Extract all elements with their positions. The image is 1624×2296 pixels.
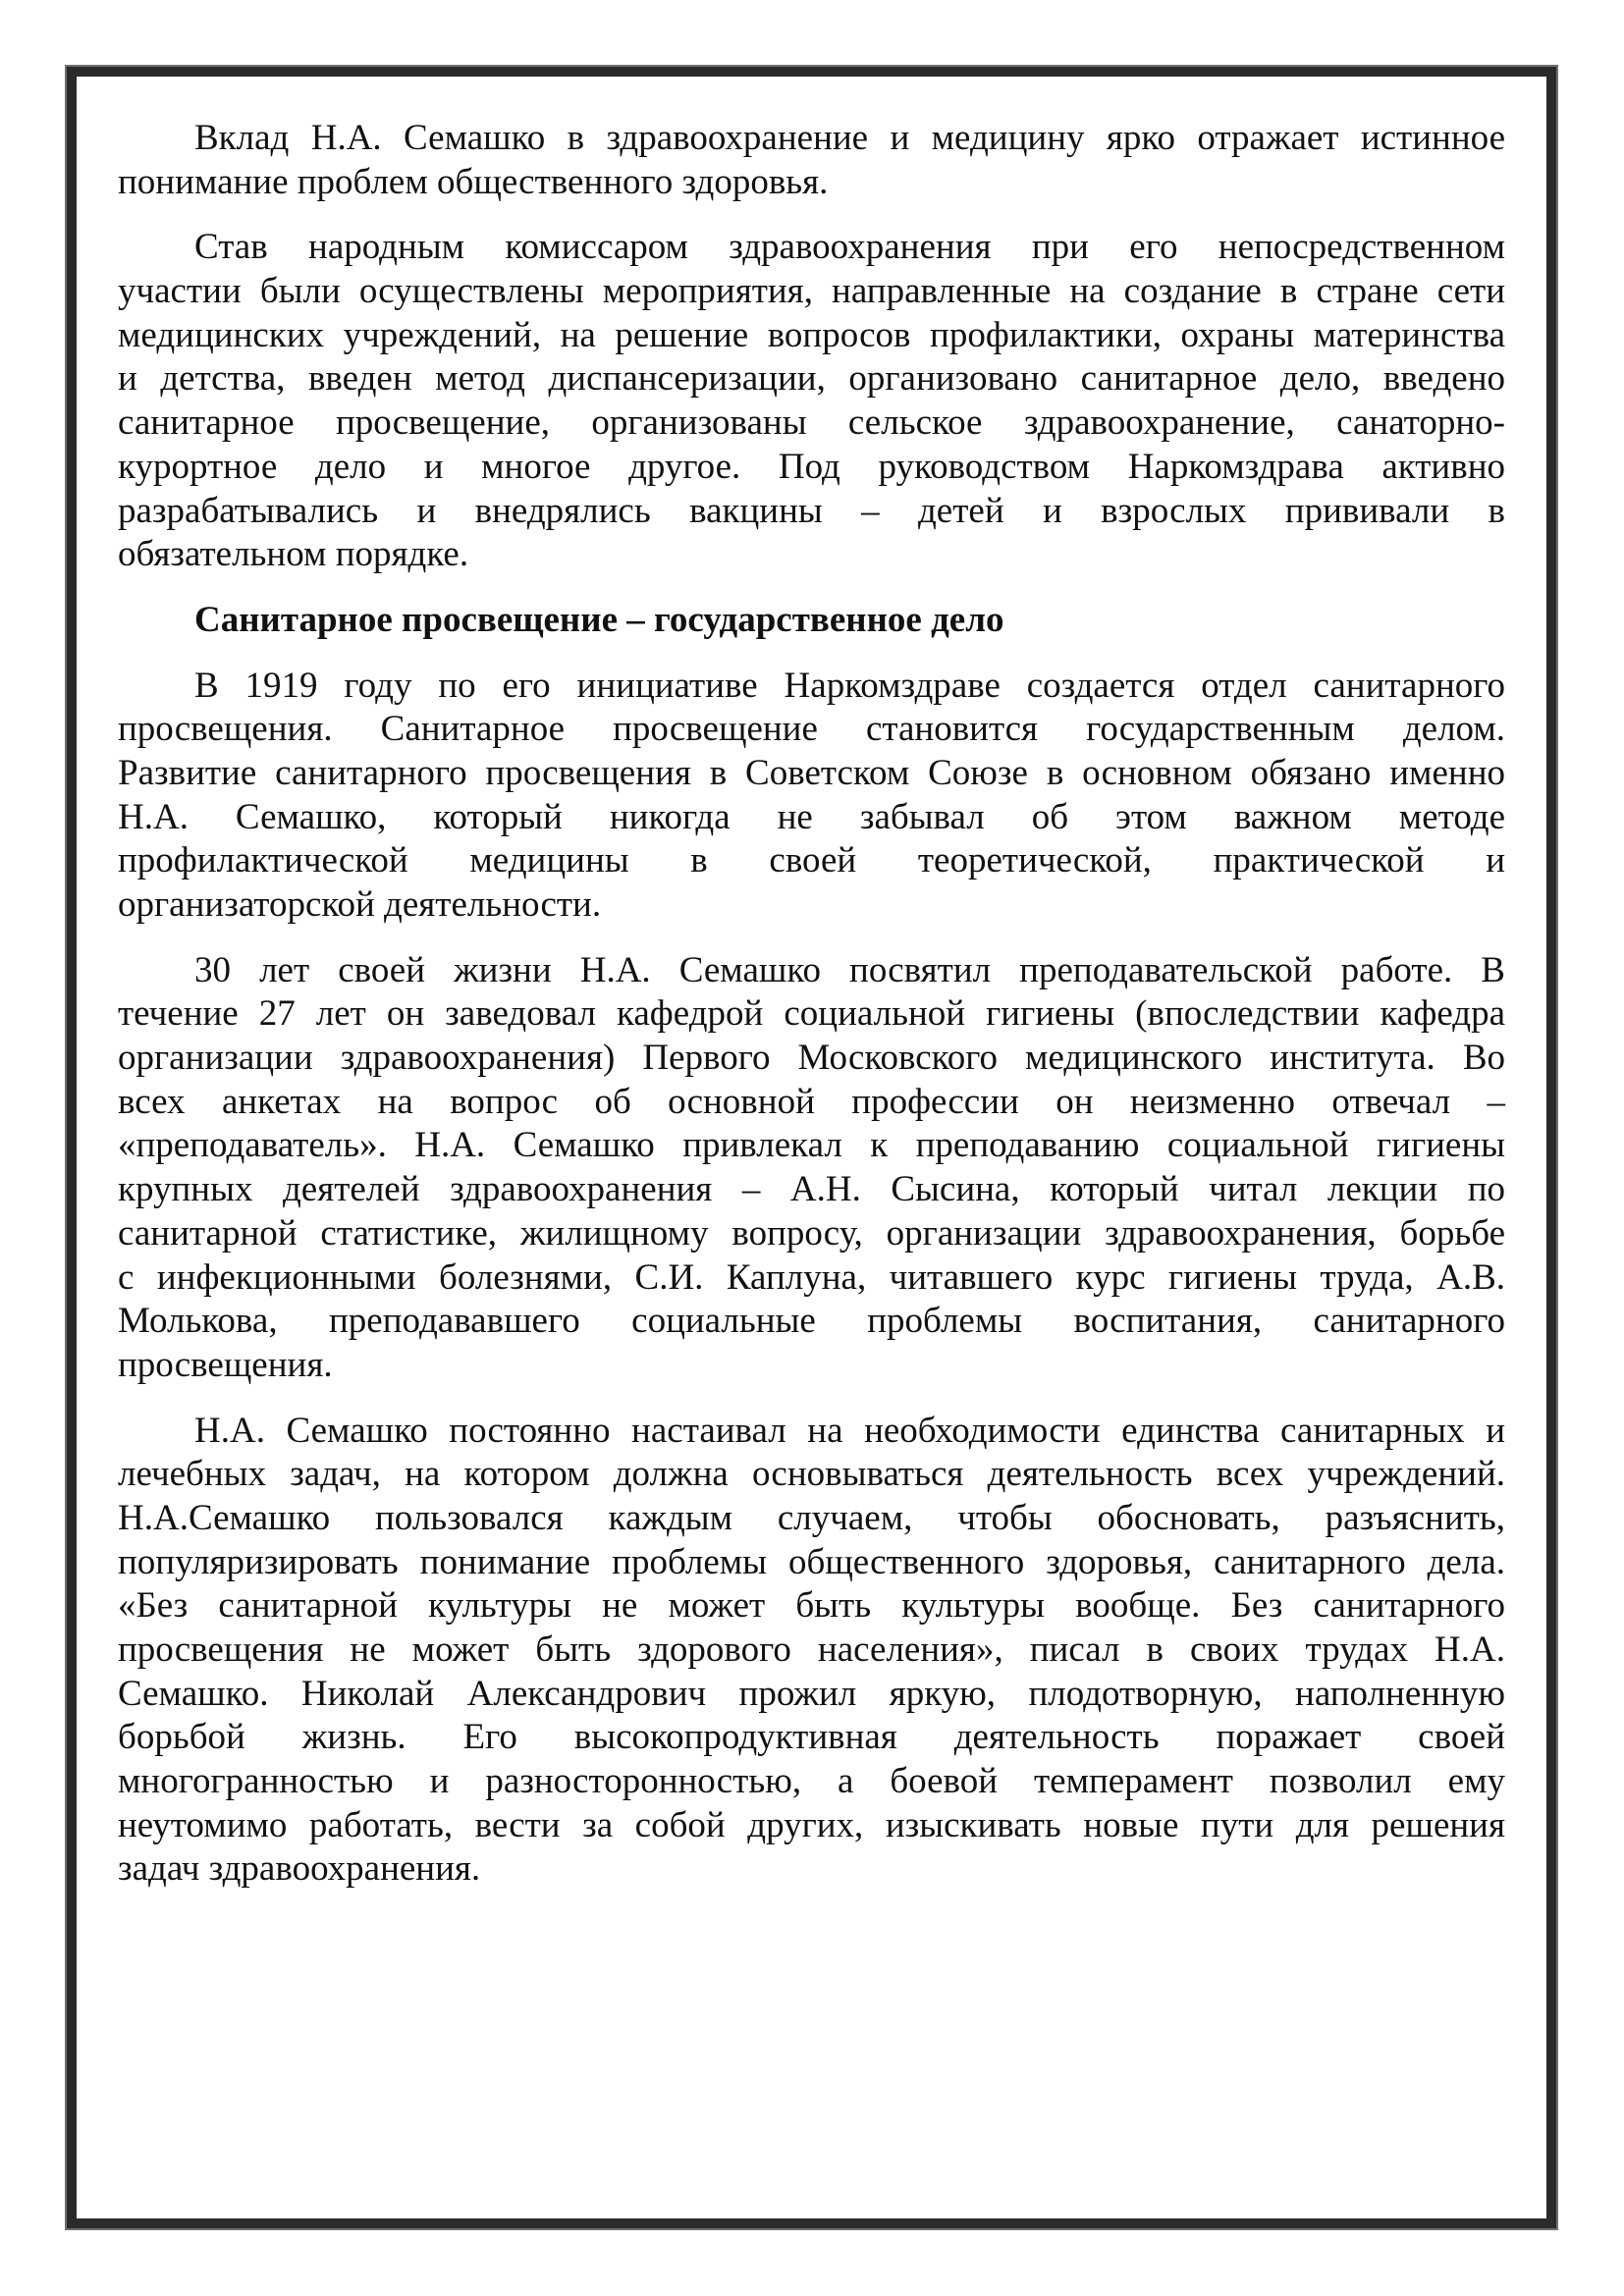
paragraphs-after-heading <box>118 665 1505 1893</box>
text-line: санитарной статистике, жилищному вопросу, организации здравоохранения, борьбе <box>118 1212 1505 1254</box>
text-line: курортное дело и многое другое. Под руководством Наркомздрава активно <box>118 446 1505 487</box>
text-line: обязательном порядке. <box>118 534 469 575</box>
text-line: Н.А. Семашко, который никогда не забывал об этом важном методе <box>118 796 1505 837</box>
text-line: разрабатывались и внедрялись вакцины – детей и взрослых прививали в <box>118 490 1505 531</box>
text-line: и детства, введен метод диспансеризации, организовано санитарное дело, введено <box>118 358 1505 400</box>
text-line: Н.А.Семашко пользовался каждым случаем, чтобы обосновать, разъяснить, <box>118 1497 1505 1538</box>
document-body <box>118 117 1505 1913</box>
text-line: борьбой жизнь. Его высокопродуктивная деятельность поражает своей <box>118 1717 1505 1758</box>
text-line: санитарное просвещение, организованы сельское здравоохранение, санаторно- <box>118 402 1505 444</box>
text-line: неутомимо работать, вести за собой других, изыскивать новые пути для решения <box>118 1804 1505 1845</box>
paragraph <box>118 117 1505 204</box>
text-line: «Без санитарной культуры не может быть культуры вообще. Без санитарного <box>118 1585 1505 1627</box>
text-line: просвещения. Санитарное просвещение становится государственным делом. <box>118 709 1505 750</box>
paragraph <box>118 1410 1505 1893</box>
section-heading: Санитарное просвещение – государственное дело <box>194 599 1004 640</box>
text-line: профилактической медицины в своей теоретической, практической и <box>118 840 1505 881</box>
text-line: организации здравоохранения) Первого Московского медицинского института. Во <box>118 1038 1505 1079</box>
text-line: медицинских учреждений, на решение вопросов профилактики, охраны материнства <box>118 314 1505 355</box>
text-line: крупных деятелей здравоохранения – А.Н. Сысина, который читал лекции по <box>118 1169 1505 1210</box>
text-line: с инфекционными болезнями, С.И. Каплуна, читавшего курс гигиены труда, А.В. <box>118 1256 1505 1298</box>
text-line: популяризировать понимание проблемы общественного здоровья, санитарного дела. <box>118 1541 1505 1582</box>
text-line: 30 лет своей жизни Н.А. Семашко посвятил преподавательской работе. В <box>194 949 1505 990</box>
text-line: Молькова, преподававшего социальные проблемы воспитания, санитарного <box>118 1301 1505 1342</box>
text-line: участии были осуществлены мероприятия, направленные на создание в стране сети <box>118 271 1505 312</box>
text-line: Став народным комиссаром здравоохранения при его непосредственном <box>194 227 1505 268</box>
text-line: «преподаватель». Н.А. Семашко привлекал к преподаванию социальной гигиены <box>118 1125 1505 1166</box>
paragraph <box>118 949 1505 1388</box>
text-line: Семашко. Николай Александрович прожил яркую, плодотворную, наполненную <box>118 1673 1505 1714</box>
text-line: течение 27 лет он заведовал кафедрой социальной гигиены (впоследствии кафедра <box>118 993 1505 1035</box>
paragraph <box>118 665 1505 928</box>
text-line: просвещения. <box>118 1344 333 1385</box>
text-line: организаторской деятельности. <box>118 884 602 925</box>
text-line: Вклад Н.А. Семашко в здравоохранение и медицину ярко отражает истинное <box>194 118 1505 158</box>
text-line: лечебных задач, на котором должна основываться деятельность всех учреждений. <box>118 1454 1505 1495</box>
text-line: многогранностью и разносторонностью, а боевой темперамент позволил ему <box>118 1761 1505 1802</box>
paragraph <box>118 226 1505 577</box>
text-line: всех анкетах на вопрос об основной профессии он неизменно отвечал – <box>118 1081 1505 1122</box>
text-line: В 1919 году по его инициативе Наркомздраве создается отдел санитарного <box>194 665 1505 706</box>
text-line: Н.А. Семашко постоянно настаивал на необходимости единства санитарных и <box>194 1410 1505 1451</box>
paragraphs-before-heading <box>118 117 1505 577</box>
text-line: Развитие санитарного просвещения в Советском Союзе в основном обязано именно <box>118 752 1505 793</box>
text-line: понимание проблем общественного здоровья. <box>118 161 829 202</box>
text-line: задач здравоохранения. <box>118 1848 481 1890</box>
text-line: просвещения не может быть здорового населения», писал в своих трудах Н.А. <box>118 1629 1505 1670</box>
